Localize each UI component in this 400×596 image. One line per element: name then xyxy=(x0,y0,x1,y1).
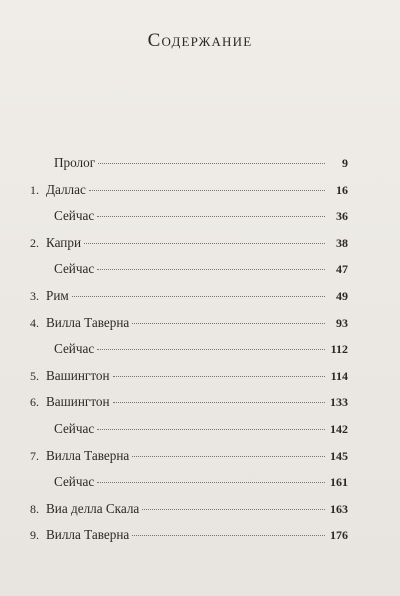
chapter-title: Вилла Таверна xyxy=(46,314,130,330)
dot-leader xyxy=(97,349,325,350)
toc-entry xyxy=(30,501,348,528)
toc-entry xyxy=(30,341,348,368)
chapter-number: 4. xyxy=(30,315,39,330)
toc-entry xyxy=(30,155,348,182)
dot-leader xyxy=(113,402,325,403)
dot-leader xyxy=(113,376,325,377)
toc-entry xyxy=(30,394,348,421)
page-number: 145 xyxy=(330,448,348,463)
page-number: 161 xyxy=(330,475,348,490)
toc-entry xyxy=(30,368,348,395)
page-number: 38 xyxy=(336,235,348,250)
toc-entry xyxy=(30,315,348,342)
chapter-title: Даллас xyxy=(46,181,86,197)
chapter-title: Виа делла Скала xyxy=(46,500,140,516)
dot-leader xyxy=(142,509,325,510)
toc-entry xyxy=(30,527,348,554)
chapter-title: Сейчас xyxy=(54,261,95,277)
dot-leader xyxy=(84,243,325,244)
page-number: 9 xyxy=(342,156,348,170)
chapter-title: Сейчас xyxy=(54,420,95,436)
page-number: 47 xyxy=(336,262,348,277)
toc-entry xyxy=(30,261,348,288)
chapter-title: Вашингтон xyxy=(46,367,110,383)
page-number: 176 xyxy=(330,528,348,543)
dot-leader xyxy=(72,296,325,297)
page-number: 93 xyxy=(336,315,348,330)
toc-entry xyxy=(30,421,348,448)
toc-entry xyxy=(30,288,348,315)
chapter-number: 8. xyxy=(30,501,39,516)
dot-leader xyxy=(89,190,325,191)
chapter-number: 2. xyxy=(30,235,39,250)
chapter-title: Вашингтон xyxy=(46,394,110,410)
page-title: Содержание xyxy=(147,30,253,51)
dot-leader xyxy=(97,269,325,270)
chapter-title: Сейчас xyxy=(54,208,95,224)
chapter-number: 6. xyxy=(30,395,39,410)
chapter-number: 7. xyxy=(30,448,39,463)
chapter-title: Сейчас xyxy=(54,474,95,490)
dot-leader xyxy=(132,456,325,457)
page-number: 16 xyxy=(336,182,348,197)
dot-leader xyxy=(97,429,325,430)
chapter-number: 1. xyxy=(30,182,39,197)
toc-entry xyxy=(30,474,348,501)
page-number: 142 xyxy=(330,421,348,436)
dot-leader xyxy=(132,323,325,324)
chapter-number: 5. xyxy=(30,368,39,383)
toc-entry xyxy=(30,182,348,209)
chapter-number: 9. xyxy=(30,528,39,543)
page-number: 36 xyxy=(336,209,348,224)
page-number: 112 xyxy=(330,342,348,357)
dot-leader xyxy=(97,482,325,483)
toc-entry xyxy=(30,235,348,262)
chapter-title: Рим xyxy=(46,287,69,303)
chapter-title: Вилла Таверна xyxy=(46,447,130,463)
toc-entry xyxy=(30,208,348,235)
chapter-number: 3. xyxy=(30,288,39,303)
dot-leader xyxy=(98,163,325,164)
page-number: 133 xyxy=(330,395,348,410)
chapter-title: Пролог xyxy=(54,155,96,170)
table-of-contents xyxy=(30,155,348,554)
chapter-title: Вилла Таверна xyxy=(46,527,130,543)
dot-leader xyxy=(97,216,325,217)
page-number: 114 xyxy=(330,368,348,383)
dot-leader xyxy=(132,535,325,536)
page-number: 163 xyxy=(330,501,348,516)
toc-entry xyxy=(30,448,348,475)
page-number: 49 xyxy=(336,288,348,303)
chapter-title: Сейчас xyxy=(54,341,95,357)
chapter-title: Капри xyxy=(46,234,82,250)
